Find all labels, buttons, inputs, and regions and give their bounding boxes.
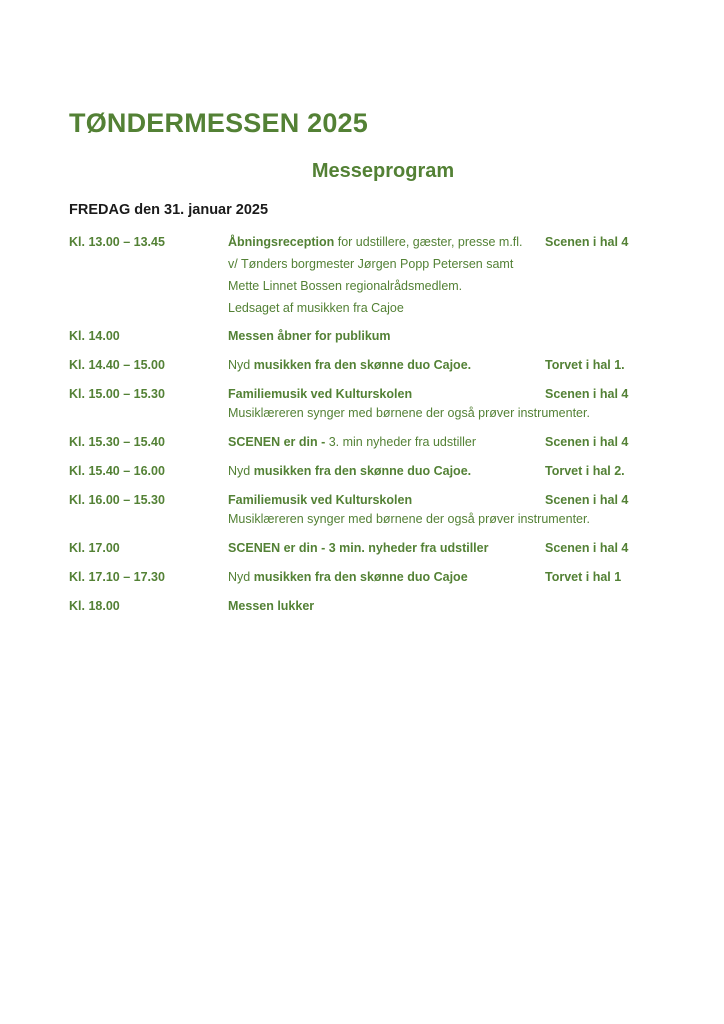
program-description-rest: 3. min nyheder fra udstiller (325, 435, 477, 449)
program-description (228, 431, 476, 453)
program-title: Familiemusik ved Kulturskolen (228, 493, 413, 507)
program-location: Torvet i hal 1. (545, 358, 625, 372)
page-title: TØNDERMESSEN 2025 (69, 108, 368, 138)
program-time: Kl. 17.00 (69, 541, 120, 555)
program-title: Familiemusik ved Kulturskolen (228, 387, 413, 401)
program-location: Scenen i hal 4 (545, 541, 629, 555)
program-description (228, 325, 391, 347)
program-time: Kl. 18.00 (69, 599, 120, 613)
program-description (228, 537, 488, 559)
program-description-rest: for udstillere, gæster, presse m.fl. (334, 235, 523, 249)
program-detail-line: Musiklæreren synger med børnene der også prøver instrumenter. (228, 512, 590, 526)
program-location: Scenen i hal 4 (545, 493, 629, 507)
program-detail-line: Ledsaget af musikken fra Cajoe (228, 301, 404, 315)
program-subtitle: Messeprogram (311, 160, 455, 182)
program-time: Kl. 14.40 – 15.00 (69, 358, 165, 372)
program-location: Scenen i hal 4 (545, 235, 629, 249)
program-detail-line: Musiklæreren synger med børnene der også prøver instrumenter. (228, 406, 590, 420)
program-title: Messen lukker (228, 599, 315, 613)
day-heading: FREDAG den 31. januar 2025 (69, 202, 269, 218)
program-time: Kl. 15.30 – 15.40 (69, 435, 165, 449)
program-title: musikken fra den skønne duo Cajoe (253, 570, 468, 584)
program-time: Kl. 16.00 – 15.30 (69, 493, 165, 507)
program-title: Messen åbner for publikum (228, 329, 391, 343)
program-title: musikken fra den skønne duo Cajoe. (253, 358, 472, 372)
program-location: Torvet i hal 2. (545, 464, 625, 478)
program-location: Torvet i hal 1 (545, 570, 622, 584)
program-detail-line: v/ Tønders borgmester Jørgen Popp Petersen samt (228, 257, 514, 271)
program-time: Kl. 15.00 – 15.30 (69, 387, 165, 401)
program-title: musikken fra den skønne duo Cajoe. (253, 464, 472, 478)
program-description-prefix: Nyd (228, 464, 254, 478)
program-description-prefix: Nyd (228, 570, 254, 584)
program-time: Kl. 15.40 – 16.00 (69, 464, 165, 478)
program-location: Scenen i hal 4 (545, 387, 629, 401)
program-description (228, 460, 471, 482)
program-description (228, 566, 468, 588)
program-title: SCENEN er din - 3 min. nyheder fra udstiller (228, 541, 489, 555)
program-description (228, 231, 523, 253)
program-location: Scenen i hal 4 (545, 435, 629, 449)
program-detail-line: Mette Linnet Bossen regionalrådsmedlem. (228, 279, 463, 293)
program-time: Kl. 14.00 (69, 329, 120, 343)
program-title: SCENEN er din - (228, 435, 326, 449)
program-description (228, 595, 314, 617)
program-time: Kl. 17.10 – 17.30 (69, 570, 165, 584)
program-description-prefix: Nyd (228, 358, 254, 372)
program-title: Åbningsreception (228, 235, 335, 249)
program-description (228, 354, 471, 376)
program-time: Kl. 13.00 – 13.45 (69, 235, 165, 249)
